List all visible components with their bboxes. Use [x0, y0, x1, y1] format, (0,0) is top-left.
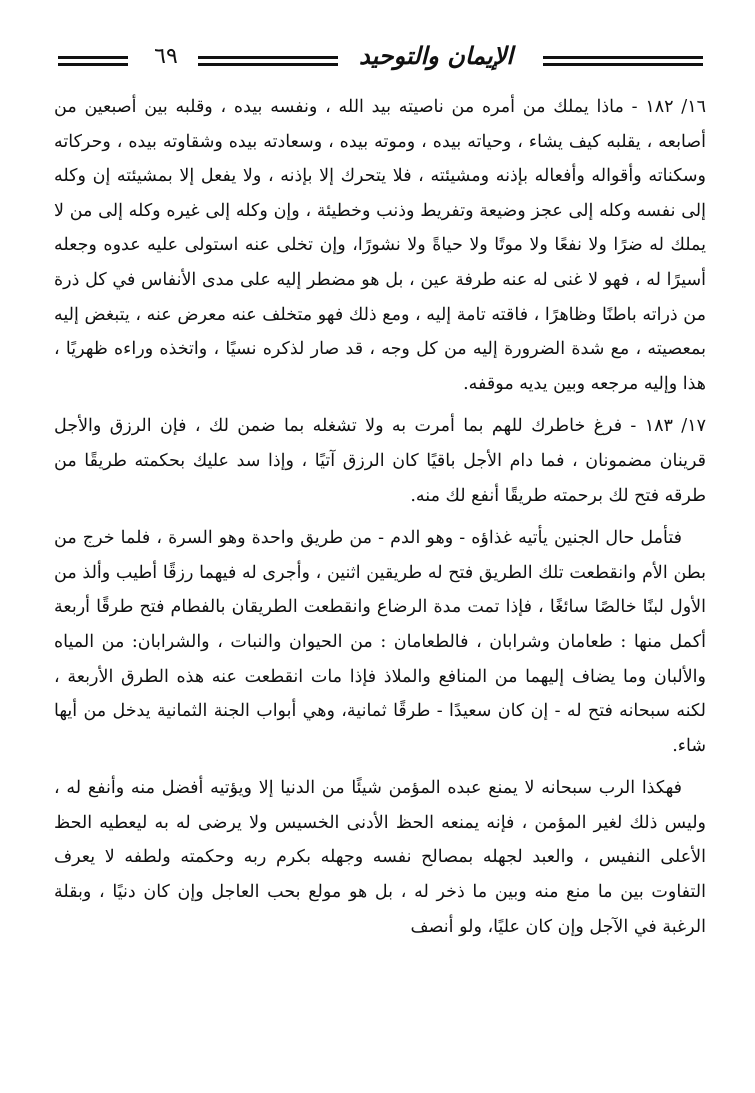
paragraph-182: ١٦/ ١٨٢ - ماذا يملك من أمره من ناصيته بيد الله ، ونفسه بيده ، وقلبه بين أصبعين من أصابعه ، يقلبه كيف يشاء ، وحياته بيده ، وموته بيده ، وسعادته بيده وشقاوته بيده ، وحركاته وسكناته وأقواله وأفعاله بإذنه ومشيئته ، فلا يتحرك إلا بإذنه ، ولا يفعل إلا بمشيئته إن وكله إلى نفسه وكله إلى عجز وضيعة وتفريط وذنب وخطيئة ، وإن وكله إلى غيره وكله إلى من لا يملك له ضرًا ولا نفعًا ولا موتًا ولا حياةً ولا نشورًا، وإن تخلى عنه استولى عليه عدوه وجعله أسيرًا له ، فهو لا غنى له عنه طرفة عين ، بل هو مضطر إليه على مدى الأنفاس في كل ذرة من ذراته باطنًا وظاهرًا ، فاقته تامة إليه ، ومع ذلك فهو متخلف عنه معرض عنه ، يتبغض إليه بمعصيته ، مع شدة الضرورة إليه من كل وجه ، قد صار لذكره نسيًا ، واتخذه وراءه ظهريًا ، هذا وإليه مرجعه وبين يديه موقفه. — [54, 97, 706, 394]
page-number: ٦٩ — [154, 44, 178, 69]
header-rule-middle — [198, 56, 338, 66]
book-title: الإيمان والتوحيد — [358, 41, 514, 70]
paragraph-lord: فهكذا الرب سبحانه لا يمنع عبده المؤمن شيئًا من الدنيا إلا ويؤتيه أفضل منه وأنفع له ، وليس ذلك لغير المؤمن ، فإنه يمنعه الحظ الأدنى الخسيس ولا يرضى له به ليعطيه الحظ الأعلى النفيس ، والعبد لجهله بمصالح نفسه وجهله بكرم ربه وحكمته ولطفه لا يعرف التفاوت بين ما منع منه وبين ما ذخر له ، بل هو مولع بحب العاجل وإن كان دنيًا ، وبقلة الرغبة في الآجل وإن كان عليًا، ولو أنصف — [54, 778, 706, 937]
paragraph-fetus: فتأمل حال الجنين يأتيه غذاؤه - وهو الدم - من طريق واحدة وهو السرة ، فلما خرج من بطن الأم وانقطعت تلك الطريق فتح له طريقين اثنين ، وأجرى له فيهما رزقًا أطيب وألذ من الأول لبنًا خالصًا سائغًا ، فإذا تمت مدة الرضاع وانقطعت الطريقان بالفطام فتح طرقًا أربعة أكمل منها : طعامان وشرابان ، فالطعامان : من الحيوان والنبات ، والشرابان: من المياه والألبان وما يضاف إليهما من المنافع والملاذ فإذا مات انقطعت عنه هذه الطرق الأربعة ، لكنه سبحانه فتح له - إن كان سعيدًا - طرقًا ثمانية، وهي أبواب الجنة الثمانية يدخل من أيها شاء. — [54, 528, 706, 756]
paragraph-183: ١٧/ ١٨٣ - فرغ خاطرك للهم بما أمرت به ولا تشغله بما ضمن لك ، فإن الرزق والأجل قرينان مضمونان ، فما دام الأجل باقيًا كان الرزق آتيًا ، وإذا سد عليك بحكمته طريقًا من طرقه فتح لك برحمته طريقًا أنفع لك منه. — [54, 416, 706, 506]
header-rule-left — [58, 56, 128, 66]
header-rule-right — [543, 56, 703, 66]
running-header — [58, 40, 703, 80]
page-body — [54, 90, 706, 952]
